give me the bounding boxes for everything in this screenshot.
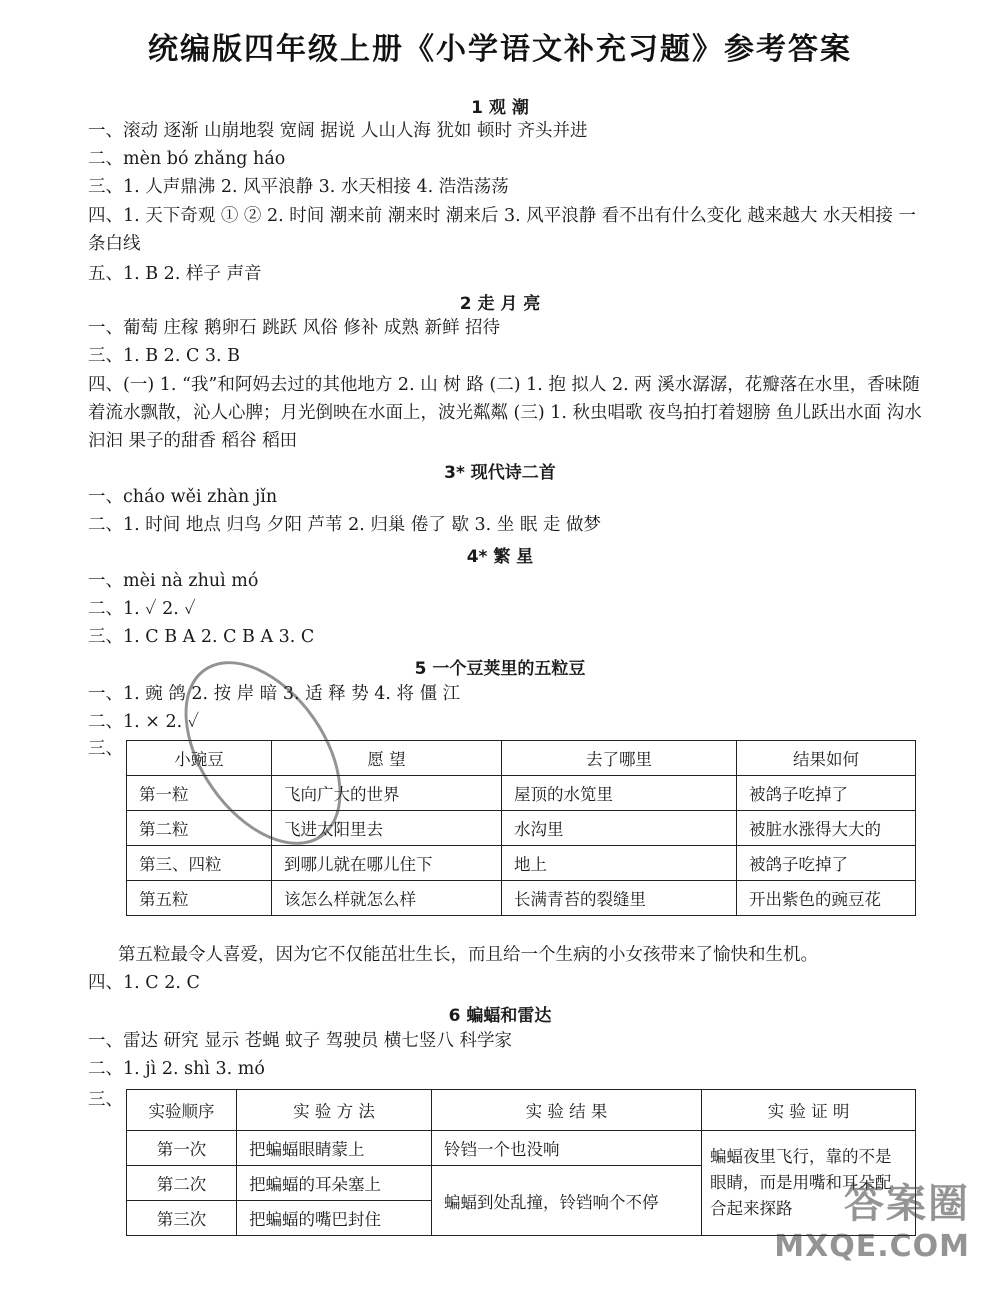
answer-line: 二、mèn bó zhǎng háo	[88, 149, 286, 169]
lesson-heading: 3* 现代诗二首	[444, 463, 556, 483]
table-cell: 长满青苔的裂缝里	[502, 881, 737, 916]
section-mark: 三、	[88, 739, 123, 759]
answer-line: 三、1. C B A 2. C B A 3. C	[88, 627, 315, 647]
table-cell: 把蝙蝠的耳朵塞上	[237, 1166, 432, 1201]
lesson-heading: 2 走 月 亮	[459, 294, 541, 314]
peas-table	[126, 740, 916, 916]
answer-line: 二、1. 时间 地点 归鸟 夕阳 芦苇 2. 归巢 倦了 歇 3. 坐 眠 走 做梦	[88, 515, 601, 535]
table-header: 实 验 方 法	[237, 1090, 432, 1131]
table-cell: 第一次	[127, 1131, 237, 1166]
answer-line: 三、1. B 2. C 3. B	[88, 346, 241, 366]
lesson-heading: 5 一个豆荚里的五粒豆	[414, 659, 586, 679]
lesson-heading: 6 蝙蝠和雷达	[448, 1006, 552, 1026]
watermark-url: MXQE.COM	[774, 1229, 970, 1264]
table-header: 小豌豆	[127, 741, 272, 776]
answer-line: 一、葡萄 庄稼 鹅卵石 跳跃 风俗 修补 成熟 新鲜 招待	[88, 318, 501, 338]
site-watermark	[774, 1172, 970, 1264]
table-row	[127, 1131, 916, 1166]
answer-line: 一、滚动 逐渐 山崩地裂 宽阔 据说 人山人海 犹如 顿时 齐头并进	[88, 121, 588, 141]
table-header-row	[127, 741, 916, 776]
answer-line: 二、1. jì 2. shì 3. mó	[88, 1059, 265, 1079]
table-cell: 地上	[502, 846, 737, 881]
table-cell: 把蝙蝠的嘴巴封住	[237, 1201, 432, 1236]
table-cell: 被鸽子吃掉了	[737, 776, 916, 811]
table-cell: 第二粒	[127, 811, 272, 846]
watermark-logo-text: 答案圈	[844, 1181, 970, 1227]
table-cell: 开出紫色的豌豆花	[737, 881, 916, 916]
answer-line: 一、cháo wěi zhàn jǐn	[88, 487, 278, 507]
table-header: 实验顺序	[127, 1090, 237, 1131]
answer-line: 一、雷达 研究 显示 苍蝇 蚊子 驾驶员 横七竖八 科学家	[88, 1031, 512, 1051]
answer-line: 四、(一) 1. “我”和阿妈去过的其他地方 2. 山 树 路 (二) 1. 抱 拟人 2. 两 溪水潺潺，花瓣落在水里，香味随着流水飘散，沁人心脾；月光倒映在水面上，波光粼粼 (三) 1. 秋虫唱歌 夜鸟拍打着翅膀 鱼儿跃出水面 沟水汩汩 果子的甜香 稻谷 稻田	[88, 375, 922, 451]
table-cell: 第三次	[127, 1201, 237, 1236]
table-cell: 第三、四粒	[127, 846, 272, 881]
answer-line: 五、1. B 2. 样子 声音	[88, 264, 262, 284]
table-cell: 把蝙蝠眼睛蒙上	[237, 1131, 432, 1166]
answer-line: 第五粒最令人喜爱，因为它不仅能茁壮生长，而且给一个生病的小女孩带来了愉快和生机。	[118, 945, 818, 965]
table-header-row	[127, 1090, 916, 1131]
answer-line: 一、mèi nà zhuì mó	[88, 571, 259, 591]
table-header: 愿 望	[272, 741, 502, 776]
table-header: 结果如何	[737, 741, 916, 776]
answer-line: 二、1. ✓ 2. ✓	[88, 599, 196, 619]
table-cell: 水沟里	[502, 811, 737, 846]
table-row	[127, 881, 916, 916]
table-cell: 飞向广大的世界	[272, 776, 502, 811]
table-row	[127, 846, 916, 881]
table-row	[127, 776, 916, 811]
table-cell: 第五粒	[127, 881, 272, 916]
table-cell: 第二次	[127, 1166, 237, 1201]
answer-line: 一、1. 豌 鸽 2. 按 岸 暗 3. 适 释 势 4. 将 僵 江	[88, 684, 461, 704]
table-cell: 屋顶的水笕里	[502, 776, 737, 811]
answer-line: 四、1. 天下奇观 ① ② 2. 时间 潮来前 潮来时 潮来后 3. 风平浪静 看不出有什么变化 越来越大 水天相接 一条白线	[88, 206, 916, 254]
table-cell: 被鸽子吃掉了	[737, 846, 916, 881]
page-title: 统编版四年级上册《小学语文补充习题》参考答案	[148, 32, 852, 67]
table-row	[127, 811, 916, 846]
proof-cell: 蝙蝠夜里飞行，靠的不是眼睛，而是用嘴和耳朵配合起来探路	[702, 1131, 916, 1236]
table-cell: 被脏水涨得大大的	[737, 811, 916, 846]
lesson-heading: 4* 繁 星	[466, 547, 534, 567]
table-cell: 飞进太阳里去	[272, 811, 502, 846]
table-header: 去了哪里	[502, 741, 737, 776]
answer-line: 三、1. 人声鼎沸 2. 风平浪静 3. 水天相接 4. 浩浩荡荡	[88, 177, 509, 197]
table-cell: 第一粒	[127, 776, 272, 811]
table-header: 实 验 证 明	[702, 1090, 916, 1131]
table-cell: 铃铛一个也没响	[432, 1131, 702, 1166]
table-cell: 到哪儿就在哪儿住下	[272, 846, 502, 881]
table-header: 实 验 结 果	[432, 1090, 702, 1131]
lesson-heading: 1 观 潮	[471, 98, 529, 118]
table-cell: 该怎么样就怎么样	[272, 881, 502, 916]
merged-result-cell: 蝙蝠到处乱撞，铃铛响个不停	[432, 1166, 702, 1236]
answer-line: 二、1. × 2. ✓	[88, 712, 200, 732]
answer-line: 四、1. C 2. C	[88, 973, 200, 993]
section-mark: 三、	[88, 1090, 123, 1110]
